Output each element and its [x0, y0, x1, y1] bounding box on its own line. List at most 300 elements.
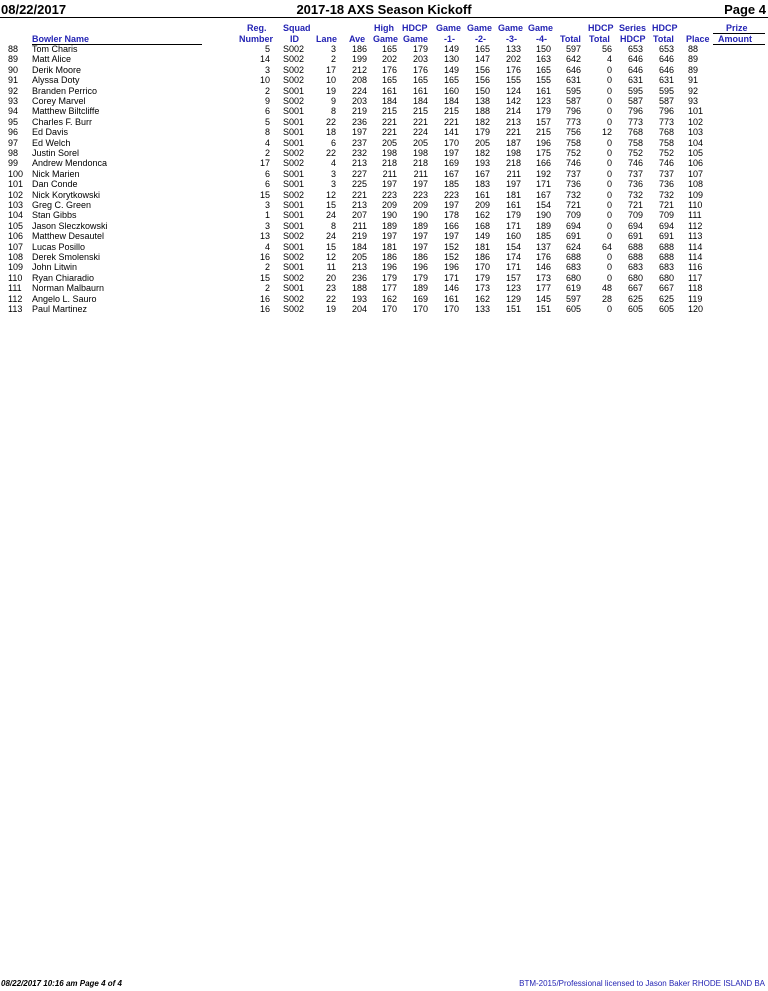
cell-hdcp-total: 0	[606, 148, 612, 158]
cell-high: 196	[381, 262, 397, 273]
cell-num: 89	[8, 54, 19, 65]
cell-hdcp-total2: 595	[658, 85, 674, 96]
cell-ave: 204	[351, 304, 367, 314]
cell-reg: 2	[264, 283, 270, 294]
cell-hdcp-total: 4	[606, 54, 612, 65]
table-row	[0, 106, 768, 116]
cell-total: 624	[565, 241, 581, 252]
cell-num: 104	[8, 210, 24, 221]
cell-g2: 205	[474, 137, 490, 148]
cell-g1: 221	[443, 116, 459, 127]
cell-place: 89	[688, 54, 699, 65]
cell-hdcp-total2: 625	[658, 293, 674, 304]
cell-ave: 193	[351, 293, 367, 304]
cell-g3: 142	[505, 96, 521, 106]
table-row	[0, 179, 768, 189]
cell-hdcp-total: 0	[606, 137, 612, 148]
cell-ave: 188	[351, 283, 367, 294]
cell-hdcp-total: 0	[606, 96, 612, 106]
cell-g4: 145	[535, 293, 551, 304]
cell-g4: 123	[535, 96, 551, 106]
cell-hdcp-total: 48	[601, 283, 612, 294]
cell-series-hdcp: 595	[627, 85, 643, 96]
cell-total: 796	[565, 106, 581, 117]
cell-lane: 22	[325, 116, 336, 127]
cell-lane: 24	[325, 210, 336, 221]
cell-g2: 179	[474, 272, 490, 283]
table-row	[0, 158, 768, 168]
cell-series-hdcp: 688	[627, 241, 643, 252]
cell-hdcp-total: 12	[601, 127, 612, 138]
cell-high: 218	[381, 158, 397, 169]
cell-high: 181	[381, 241, 397, 252]
table-row	[0, 96, 768, 106]
cell-g2: 161	[474, 189, 490, 200]
cell-g3: 174	[505, 252, 521, 262]
cell-ave: 213	[351, 200, 367, 210]
cell-g3: 123	[505, 283, 521, 294]
cell-g1: 149	[443, 44, 459, 54]
cell-hdcp-total: 0	[606, 220, 612, 231]
cell-ave: 219	[351, 231, 367, 242]
cell-place: 110	[688, 200, 703, 210]
cell-lane: 23	[325, 283, 336, 294]
cell-place: 116	[688, 262, 703, 273]
cell-hdcp-total2: 709	[658, 210, 674, 221]
cell-lane: 20	[325, 272, 336, 283]
cell-squad: S002	[283, 44, 305, 54]
cell-hdcp-game: 215	[412, 106, 428, 117]
cell-series-hdcp: 691	[627, 231, 643, 242]
cell-series-hdcp: 746	[627, 158, 643, 169]
cell-reg: 5	[264, 116, 270, 127]
cell-hdcp-total2: 691	[658, 231, 674, 242]
cell-hdcp-total2: 688	[658, 252, 674, 262]
cell-g1: 197	[443, 148, 459, 158]
cell-hdcp-total: 0	[606, 116, 612, 127]
cell-total: 691	[565, 231, 581, 242]
cell-lane: 11	[326, 262, 336, 273]
cell-squad: S001	[283, 168, 305, 179]
cell-series-hdcp: 688	[627, 252, 643, 262]
cell-g1: 166	[443, 220, 459, 231]
cell-hdcp-game: 184	[412, 96, 428, 106]
cell-reg: 16	[259, 293, 270, 304]
cell-g1: 152	[443, 241, 459, 252]
col-hdcptotal-1: HDCP	[588, 23, 614, 33]
cell-hdcp-total: 56	[601, 44, 612, 54]
cell-num: 107	[8, 241, 24, 252]
cell-g3: 157	[505, 272, 521, 283]
cell-hdcp-game: 189	[412, 220, 428, 231]
cell-name: Matthew Biltcliffe	[32, 106, 100, 117]
cell-g3: 214	[505, 106, 521, 117]
cell-ave: 205	[351, 252, 367, 262]
cell-high: 198	[381, 148, 397, 158]
cell-squad: S001	[283, 106, 305, 117]
cell-high: 189	[381, 220, 397, 231]
table-row	[0, 304, 768, 314]
cell-reg: 3	[264, 64, 270, 75]
cell-name: Ryan Chiaradio	[32, 272, 95, 283]
cell-g2: 168	[474, 220, 490, 231]
footer-timestamp: 08/22/2017 10:16 am Page 4 of 4	[1, 979, 122, 988]
cell-series-hdcp: 732	[627, 189, 643, 200]
cell-name: Charles F. Burr	[32, 116, 93, 127]
cell-hdcp-total2: 758	[658, 137, 674, 148]
cell-hdcp-total2: 746	[658, 158, 674, 169]
cell-hdcp-total: 0	[606, 210, 612, 221]
cell-num: 111	[8, 283, 22, 294]
col-ave: Ave	[349, 34, 366, 44]
cell-squad: S001	[283, 127, 305, 138]
cell-g1: 130	[443, 54, 459, 65]
cell-g2: 173	[474, 283, 490, 294]
cell-ave: 197	[351, 127, 367, 138]
cell-lane: 6	[330, 137, 336, 148]
cell-g4: 192	[535, 168, 551, 179]
col-squad-1: Squad	[283, 23, 311, 33]
cell-series-hdcp: 758	[627, 137, 643, 148]
cell-hdcp-total: 64	[601, 241, 612, 252]
cell-total: 752	[565, 148, 581, 158]
cell-total: 736	[565, 179, 581, 190]
cell-series-hdcp: 737	[627, 168, 643, 179]
cell-g3: 171	[505, 220, 521, 231]
cell-lane: 17	[325, 64, 336, 75]
cell-hdcp-total2: 752	[658, 148, 674, 158]
cell-g3: 218	[505, 158, 521, 169]
cell-g4: 177	[535, 283, 551, 294]
cell-reg: 10	[259, 75, 270, 86]
cell-lane: 12	[325, 252, 336, 262]
cell-total: 597	[565, 44, 581, 54]
cell-g1: 171	[443, 272, 459, 283]
cell-num: 112	[8, 293, 23, 304]
cell-place: 104	[688, 137, 704, 148]
col-hdcpgame-1: HDCP	[402, 23, 428, 33]
cell-total: 605	[565, 304, 581, 314]
cell-g3: 133	[505, 44, 521, 54]
cell-squad: S001	[283, 200, 305, 210]
cell-g4: 171	[535, 179, 551, 190]
cell-hdcp-game: 205	[412, 137, 428, 148]
cell-g2: 156	[474, 75, 490, 86]
cell-reg: 6	[264, 179, 270, 190]
cell-g2: 182	[474, 116, 490, 127]
cell-lane: 9	[330, 96, 336, 106]
table-row	[0, 190, 768, 200]
cell-g3: 221	[505, 127, 521, 138]
cell-g4: 161	[535, 85, 551, 96]
cell-total: 758	[565, 137, 581, 148]
cell-hdcp-game: 179	[412, 272, 428, 283]
col-bowler-name: Bowler Name	[32, 34, 90, 44]
cell-squad: S002	[283, 158, 305, 169]
cell-hdcp-total: 0	[606, 304, 612, 314]
page-number: Page 4	[724, 2, 766, 17]
table-row	[0, 231, 768, 241]
cell-lane: 3	[330, 179, 336, 190]
cell-hdcp-total2: 796	[658, 106, 674, 117]
cell-hdcp-total2: 646	[658, 64, 674, 75]
cell-ave: 221	[351, 189, 367, 200]
cell-total: 595	[565, 85, 581, 96]
cell-hdcp-total2: 773	[658, 116, 674, 127]
cell-name: Paul Martinez	[32, 304, 88, 314]
cell-place: 103	[688, 127, 704, 138]
cell-hdcp-game: 176	[412, 64, 428, 75]
cell-high: 161	[381, 85, 397, 96]
cell-g2: 186	[474, 252, 490, 262]
cell-hdcp-game: 190	[412, 210, 428, 221]
col-hdcpgame-2: Game	[403, 34, 429, 44]
cell-ave: 224	[351, 85, 367, 96]
table-row	[0, 210, 768, 220]
cell-num: 88	[8, 44, 19, 54]
cell-hdcp-total: 0	[606, 158, 612, 169]
cell-num: 98	[8, 148, 19, 158]
cell-reg: 4	[264, 241, 270, 252]
cell-g3: 129	[505, 293, 521, 304]
cell-num: 99	[8, 158, 19, 169]
cell-g1: 184	[443, 96, 459, 106]
cell-total: 773	[565, 116, 581, 127]
cell-g4: 167	[535, 189, 551, 200]
cell-hdcp-total: 0	[606, 252, 612, 262]
cell-g2: 188	[474, 106, 490, 117]
cell-hdcp-game: 169	[412, 293, 428, 304]
cell-g4: 189	[535, 220, 551, 231]
cell-place: 89	[688, 64, 699, 75]
col-place: Place	[686, 34, 710, 44]
cell-reg: 5	[264, 44, 270, 54]
cell-hdcp-total2: 587	[658, 96, 674, 106]
cell-g2: 165	[474, 44, 490, 54]
cell-series-hdcp: 605	[627, 304, 643, 314]
cell-place: 101	[688, 106, 704, 117]
cell-g2: 162	[474, 210, 490, 221]
cell-place: 120	[688, 304, 704, 314]
cell-g1: 197	[443, 231, 459, 242]
cell-g1: 167	[443, 168, 459, 179]
cell-g4: 166	[535, 158, 551, 169]
cell-lane: 8	[330, 220, 336, 231]
col-hdcptotal2-2: Total	[653, 34, 674, 44]
cell-series-hdcp: 773	[627, 116, 643, 127]
cell-total: 721	[565, 200, 581, 210]
cell-g1: 178	[443, 210, 459, 221]
col-lane: Lane	[316, 34, 338, 44]
cell-g2: 149	[474, 231, 490, 242]
col-prize-1: Prize	[726, 23, 748, 33]
cell-hdcp-game: 196	[412, 262, 428, 273]
col-high-1: High	[374, 23, 394, 33]
cell-num: 103	[8, 200, 24, 210]
cell-num: 91	[8, 75, 19, 86]
cell-hdcp-game: 218	[412, 158, 428, 169]
cell-squad: S001	[283, 262, 305, 273]
table-row	[0, 75, 768, 85]
cell-ave: 208	[351, 75, 367, 86]
cell-num: 96	[8, 127, 19, 138]
cell-num: 95	[8, 116, 19, 127]
cell-reg: 1	[264, 210, 270, 221]
cell-reg: 17	[259, 158, 270, 169]
cell-high: 165	[381, 44, 397, 54]
col-series-2: HDCP	[620, 34, 646, 44]
cell-name: Norman Malbaurn	[32, 283, 105, 294]
cell-ave: 236	[351, 272, 367, 283]
cell-squad: S002	[283, 231, 305, 242]
cell-high: 223	[381, 189, 397, 200]
cell-hdcp-total: 0	[606, 200, 612, 210]
cell-lane: 3	[330, 44, 336, 54]
cell-ave: 199	[351, 54, 367, 65]
table-row	[0, 169, 768, 179]
table-row	[0, 127, 768, 137]
cell-place: 93	[688, 96, 699, 106]
table-row	[0, 54, 768, 64]
cell-squad: S002	[283, 96, 305, 106]
cell-name: Matthew Desautel	[32, 231, 105, 242]
cell-place: 114	[688, 241, 703, 252]
cell-hdcp-total2: 768	[658, 127, 674, 138]
cell-lane: 18	[325, 127, 336, 138]
cell-high: 190	[381, 210, 397, 221]
cell-place: 117	[688, 272, 703, 283]
col-g3-1: Game	[498, 23, 524, 33]
cell-ave: 211	[352, 220, 367, 231]
cell-place: 111	[688, 210, 702, 221]
cell-series-hdcp: 796	[627, 106, 643, 117]
cell-high: 221	[381, 127, 397, 138]
cell-g3: 154	[505, 241, 521, 252]
cell-hdcp-total: 0	[606, 106, 612, 117]
cell-series-hdcp: 680	[627, 272, 643, 283]
cell-squad: S001	[283, 210, 305, 221]
cell-g3: 161	[505, 200, 521, 210]
cell-g2: 138	[474, 96, 490, 106]
cell-total: 642	[565, 54, 581, 65]
cell-series-hdcp: 625	[627, 293, 643, 304]
cell-hdcp-game: 224	[412, 127, 428, 138]
cell-ave: 225	[351, 179, 367, 190]
cell-g2: 181	[474, 241, 490, 252]
cell-num: 100	[8, 168, 24, 179]
cell-high: 205	[381, 137, 397, 148]
cell-g1: 197	[443, 200, 459, 210]
cell-g3: 176	[505, 64, 521, 75]
cell-name: Jason Sleczkowski	[32, 220, 108, 231]
cell-squad: S001	[283, 116, 305, 127]
cell-g1: 141	[443, 127, 459, 138]
cell-squad: S001	[283, 220, 305, 231]
cell-g4: 215	[535, 127, 551, 138]
cell-reg: 9	[264, 96, 270, 106]
cell-place: 107	[688, 168, 704, 179]
cell-squad: S002	[283, 54, 305, 65]
cell-high: 211	[382, 168, 397, 179]
cell-series-hdcp: 721	[627, 200, 643, 210]
cell-high: 184	[381, 96, 397, 106]
cell-num: 101	[8, 179, 24, 190]
table-row	[0, 148, 768, 158]
cell-g1: 185	[443, 179, 459, 190]
cell-g3: 179	[505, 210, 521, 221]
cell-g2: 162	[474, 293, 490, 304]
cell-num: 94	[8, 106, 19, 117]
cell-reg: 2	[264, 148, 270, 158]
cell-g3: 151	[505, 304, 521, 314]
cell-g3: 181	[505, 189, 521, 200]
cell-num: 92	[8, 85, 19, 96]
cell-hdcp-game: 197	[412, 179, 428, 190]
cell-reg: 3	[264, 200, 270, 210]
cell-place: 105	[688, 148, 704, 158]
cell-ave: 213	[351, 158, 367, 169]
cell-num: 105	[8, 220, 24, 231]
col-g1-2: -1-	[444, 34, 455, 44]
cell-ave: 203	[351, 96, 367, 106]
cell-name: Matt Alice	[32, 54, 72, 65]
cell-total: 631	[565, 75, 581, 86]
cell-ave: 227	[351, 168, 367, 179]
cell-place: 118	[688, 283, 703, 294]
cell-g3: 211	[506, 168, 521, 179]
cell-lane: 19	[325, 304, 336, 314]
cell-series-hdcp: 736	[627, 179, 643, 190]
col-reg-1: Reg.	[247, 23, 267, 33]
cell-g2: 133	[474, 304, 490, 314]
cell-hdcp-game: 186	[412, 252, 428, 262]
cell-ave: 219	[351, 106, 367, 117]
col-g2-1: Game	[467, 23, 493, 33]
cell-lane: 22	[325, 293, 336, 304]
cell-g1: 160	[443, 85, 459, 96]
cell-g3: 197	[505, 179, 521, 190]
cell-num: 109	[8, 262, 24, 273]
cell-squad: S001	[283, 137, 305, 148]
cell-ave: 186	[351, 44, 367, 54]
cell-g3: 187	[505, 137, 521, 148]
cell-series-hdcp: 646	[627, 64, 643, 75]
cell-high: 197	[381, 231, 397, 242]
cell-g2: 170	[474, 262, 490, 273]
cell-reg: 2	[264, 85, 270, 96]
cell-ave: 213	[351, 262, 367, 273]
cell-high: 176	[381, 64, 397, 75]
cell-hdcp-game: 179	[412, 44, 428, 54]
col-high-2: Game	[373, 34, 399, 44]
cell-hdcp-total2: 737	[658, 168, 674, 179]
cell-hdcp-total: 28	[601, 293, 612, 304]
cell-high: 209	[381, 200, 397, 210]
cell-g4: 146	[535, 262, 551, 273]
col-reg-2: Number	[239, 34, 274, 44]
cell-squad: S002	[283, 148, 305, 158]
header-divider	[0, 17, 768, 18]
cell-squad: S001	[283, 85, 305, 96]
cell-total: 732	[565, 189, 581, 200]
cell-ave: 232	[351, 148, 367, 158]
cell-name: Ed Davis	[32, 127, 69, 138]
table-row	[0, 283, 768, 293]
col-hdcptotal2-1: HDCP	[652, 23, 678, 33]
cell-ave: 184	[351, 241, 367, 252]
cell-squad: S002	[283, 272, 305, 283]
cell-num: 110	[8, 272, 23, 283]
